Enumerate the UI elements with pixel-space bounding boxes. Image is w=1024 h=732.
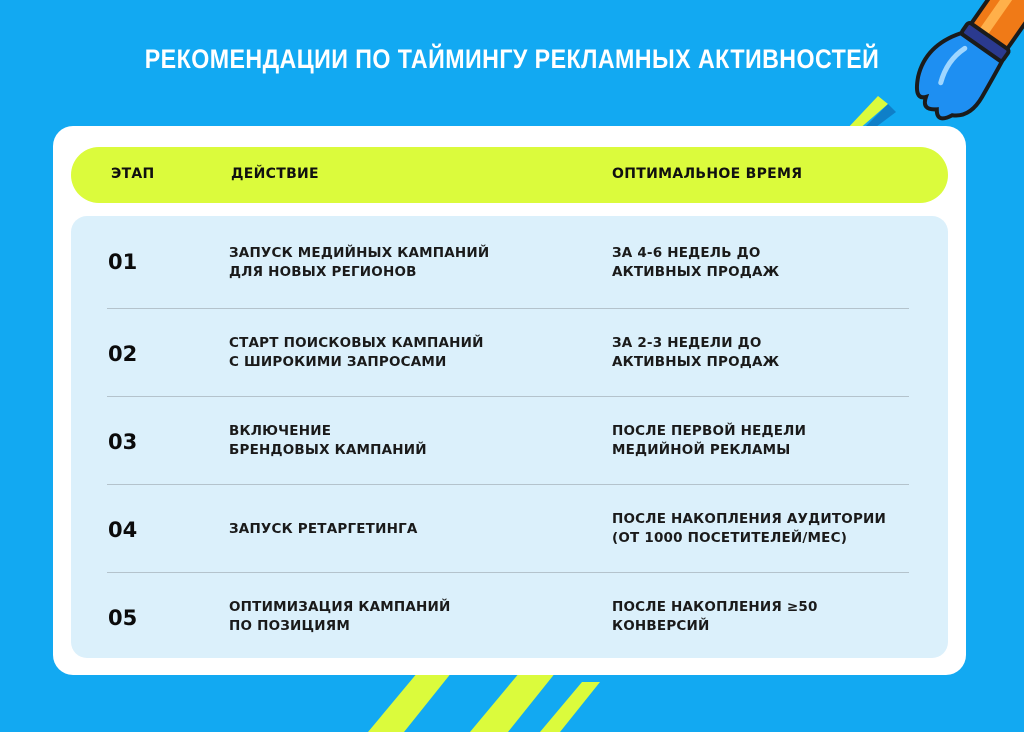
- action-line: ПО ПОЗИЦИЯМ: [229, 618, 350, 634]
- step-number: 02: [108, 342, 138, 366]
- timing-line: ЗА 4-6 НЕДЕЛЬ ДО: [612, 245, 761, 261]
- timing-line: АКТИВНЫХ ПРОДАЖ: [612, 354, 780, 370]
- step-number: 01: [108, 250, 138, 274]
- table-body: [71, 216, 948, 658]
- timing-text: [612, 598, 818, 636]
- action-text: [229, 334, 484, 372]
- action-text: [229, 244, 489, 282]
- header-action: ДЕЙСТВИЕ: [231, 166, 319, 182]
- timing-text: [612, 510, 886, 548]
- table-row: [71, 484, 948, 572]
- timing-line: ПОСЛЕ НАКОПЛЕНИЯ АУДИТОРИИ: [612, 511, 887, 527]
- timing-line: КОНВЕРСИЙ: [612, 618, 710, 634]
- timing-line: (ОТ 1000 ПОСЕТИТЕЛЕЙ/МЕС): [612, 530, 848, 546]
- action-line: ЗАПУСК МЕДИЙНЫХ КАМПАНИЙ: [229, 245, 490, 261]
- timing-text: [612, 334, 779, 372]
- action-line: ОПТИМИЗАЦИЯ КАМПАНИЙ: [229, 599, 451, 615]
- action-line: С ШИРОКИМИ ЗАПРОСАМИ: [229, 354, 447, 370]
- timing-line: ПОСЛЕ ПЕРВОЙ НЕДЕЛИ: [612, 423, 807, 439]
- action-line: ДЛЯ НОВЫХ РЕГИОНОВ: [229, 264, 417, 280]
- timing-text: [612, 244, 779, 282]
- header-time: ОПТИМАЛЬНОЕ ВРЕМЯ: [612, 166, 803, 182]
- timing-line: АКТИВНЫХ ПРОДАЖ: [612, 264, 780, 280]
- timing-line: ЗА 2-3 НЕДЕЛИ ДО: [612, 335, 762, 351]
- action-line: ВКЛЮЧЕНИЕ: [229, 423, 332, 439]
- header-step: ЭТАП: [111, 166, 155, 182]
- step-number: 05: [108, 606, 138, 630]
- action-text: [229, 520, 418, 539]
- timing-table-card: [53, 126, 966, 675]
- action-text: [229, 422, 427, 460]
- action-line: СТАРТ ПОИСКОВЫХ КАМПАНИЙ: [229, 335, 484, 351]
- action-line: БРЕНДОВЫХ КАМПАНИЙ: [229, 442, 427, 458]
- step-number: 04: [108, 518, 138, 542]
- table-row: [71, 396, 948, 484]
- table-header: [71, 147, 948, 203]
- timing-text: [612, 422, 806, 460]
- table-row: [71, 572, 948, 660]
- table-row: [71, 308, 948, 396]
- timing-line: ПОСЛЕ НАКОПЛЕНИЯ ≥50: [612, 599, 818, 615]
- table-row: [71, 216, 948, 304]
- action-text: [229, 598, 451, 636]
- timing-line: МЕДИЙНОЙ РЕКЛАМЫ: [612, 442, 791, 458]
- step-number: 03: [108, 430, 138, 454]
- page-title: РЕКОМЕНДАЦИИ ПО ТАЙМИНГУ РЕКЛАМНЫХ АКТИВНОСТЕЙ: [144, 44, 880, 74]
- action-line: ЗАПУСК РЕТАРГЕТИНГА: [229, 521, 418, 537]
